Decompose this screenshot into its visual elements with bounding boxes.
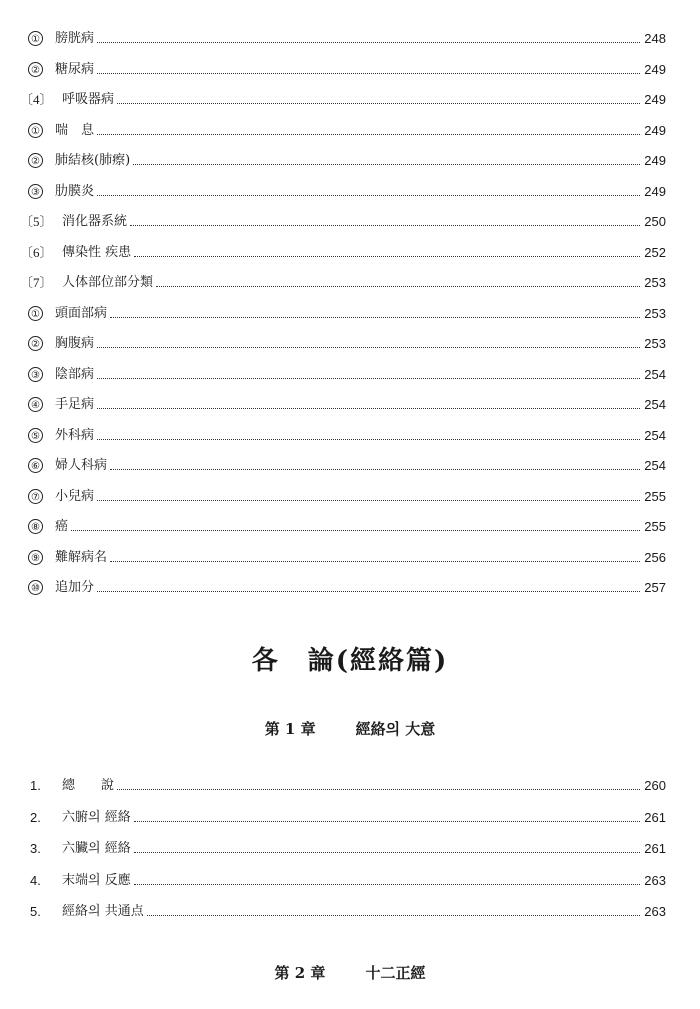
toc-entry-page: 249 (640, 59, 666, 81)
toc-entry (0, 333, 700, 355)
toc-entry-title: 糖尿病 (55, 59, 97, 81)
toc-entry-title: 肋膜炎 (55, 181, 97, 203)
toc-entry (0, 150, 700, 172)
dot-leader (97, 570, 640, 592)
toc-entry-title: 胸腹病 (55, 333, 97, 355)
chapter-title: 經絡의 大意 (355, 720, 436, 738)
toc-entry-marker: 〔7〕 (20, 275, 53, 290)
toc-entry-title: 總 說 (62, 775, 117, 797)
toc-entry-page: 252 (640, 242, 666, 264)
toc-entry-title: 手足病 (55, 394, 97, 416)
dot-leader (97, 418, 640, 440)
toc-entry-page: 249 (640, 150, 666, 172)
toc-entry (0, 364, 700, 386)
toc-entry-title: 六腑의 經絡 (62, 807, 134, 829)
toc-entry-title: 膀胱病 (55, 28, 97, 50)
toc-entry-marker: ① (28, 31, 43, 46)
toc-entry-page: 261 (640, 838, 666, 860)
toc-entry-title: 婦人科病 (55, 455, 110, 477)
toc-entry (0, 455, 700, 477)
dot-leader (97, 113, 640, 135)
toc-entry (0, 577, 700, 599)
chapter-title: 十二正經 (365, 964, 426, 982)
dot-leader (110, 540, 640, 562)
dot-leader (156, 265, 640, 287)
toc-entry-marker: 〔6〕 (20, 244, 53, 260)
toc-entry-marker: 3. (30, 841, 41, 856)
toc-entry-page: 254 (640, 425, 666, 447)
toc-entry-marker: ⑤ (28, 428, 43, 443)
dot-leader (110, 296, 640, 318)
toc-entry-page: 255 (640, 516, 666, 538)
toc-entry-page: 253 (640, 333, 666, 355)
toc-entry-marker: ⑦ (28, 489, 43, 504)
toc-entry-marker: ② (28, 153, 43, 168)
toc-entry-page: 261 (640, 807, 666, 829)
toc-entry-marker: ⑩ (28, 580, 43, 595)
dot-leader (97, 479, 640, 501)
toc-entry-title: 六臟의 經絡 (62, 838, 134, 860)
toc-entry-page: 249 (640, 120, 666, 142)
toc-entry-title: 小兒病 (55, 486, 97, 508)
toc-entry-title: 傳染性 疾患 (62, 242, 134, 264)
toc-entry-page: 257 (640, 577, 666, 599)
toc-entry-marker: ② (28, 336, 43, 351)
toc-entry-marker: ① (28, 123, 43, 138)
dot-leader (97, 387, 640, 409)
toc-entry-title: 癌 (55, 516, 71, 538)
dot-leader (133, 143, 640, 165)
toc-entry-title: 人体部位部分類 (62, 272, 156, 294)
toc-entry (0, 394, 700, 416)
toc-entry (0, 870, 700, 892)
chapter-1-heading (0, 718, 700, 739)
toc-entry-page: 255 (640, 486, 666, 508)
toc-entry-marker: 5. (30, 904, 41, 919)
toc-entry-title: 陰部病 (55, 364, 97, 386)
dot-leader (97, 21, 640, 43)
dot-leader (97, 174, 640, 196)
toc-entry-title: 頭面部病 (55, 303, 110, 325)
dot-leader (117, 82, 640, 104)
toc-entry (0, 486, 700, 508)
toc-entry-marker: ③ (28, 184, 43, 199)
dot-leader (110, 448, 640, 470)
toc-entry (0, 425, 700, 447)
toc-entry-marker: ② (28, 62, 43, 77)
dot-leader (97, 52, 640, 74)
toc-entry-title: 呼吸器病 (62, 89, 117, 111)
toc-entry (0, 242, 700, 264)
dot-leader (117, 768, 640, 790)
toc-entry-marker: ⑨ (28, 550, 43, 565)
dot-leader (130, 204, 640, 226)
toc-entry (0, 89, 700, 111)
toc-entry-page: 249 (640, 181, 666, 203)
toc-entry (0, 120, 700, 142)
toc-entry-page: 250 (640, 211, 666, 233)
toc-entry-marker: 4. (30, 872, 41, 888)
toc-entry (0, 547, 700, 569)
toc-entry-title: 消化器系統 (62, 211, 130, 233)
toc-entry-marker: 2. (30, 809, 41, 825)
dot-leader (71, 509, 640, 531)
toc-entry (0, 59, 700, 81)
chapter-2-heading (0, 962, 700, 983)
toc-entry (0, 901, 700, 923)
chapter-number: 第 1 章 (264, 720, 316, 738)
dot-leader (134, 235, 640, 257)
toc-entry (0, 838, 700, 860)
dot-leader (97, 357, 640, 379)
toc-entry-title: 難解病名 (55, 547, 110, 569)
toc-entry-marker: 〔4〕 (20, 92, 53, 107)
toc-entry (0, 28, 700, 50)
dot-leader (134, 800, 640, 822)
toc-entry-page: 256 (640, 547, 666, 569)
toc-entry-marker: 〔5〕 (20, 214, 53, 229)
dot-leader (147, 894, 640, 916)
toc-entry-title: 經絡의 共通点 (62, 901, 147, 923)
dot-leader (134, 863, 640, 885)
dot-leader (134, 831, 640, 853)
toc-entry-title: 喘 息 (55, 120, 97, 142)
toc-entry-marker: ③ (28, 367, 43, 382)
toc-entry (0, 211, 700, 233)
toc-entry-marker: ⑥ (28, 458, 43, 473)
toc-entry-page: 254 (640, 455, 666, 477)
part-heading: 各 論(經絡篇) (251, 646, 449, 676)
toc-entry-marker: 1. (30, 778, 41, 793)
toc-entry-page: 248 (640, 28, 666, 50)
toc-entry-title: 外科病 (55, 425, 97, 447)
toc-entry (0, 516, 700, 538)
toc-entry (0, 303, 700, 325)
toc-entry (0, 272, 700, 294)
toc-entry-page: 260 (640, 775, 666, 797)
chapter-number: 第 2 章 (274, 964, 326, 982)
toc-entry-page: 263 (640, 901, 666, 923)
toc-entry (0, 775, 700, 797)
toc-entry-marker: ① (28, 306, 43, 321)
toc-entry-page: 254 (640, 364, 666, 386)
toc-entry-page: 253 (640, 272, 666, 294)
toc-entry-title: 末端의 反應 (62, 870, 134, 892)
toc-entry-title: 肺結核(肺瘵) (55, 150, 133, 172)
toc-entry-page: 263 (640, 870, 666, 892)
toc-entry (0, 181, 700, 203)
toc-entry-marker: ⑧ (28, 519, 43, 534)
toc-entry (0, 807, 700, 829)
toc-entry-title: 追加分 (55, 577, 97, 599)
toc-entry-page: 253 (640, 303, 666, 325)
dot-leader (97, 326, 640, 348)
toc-entry-page: 249 (640, 89, 666, 111)
toc-entry-page: 254 (640, 394, 666, 416)
toc-entry-marker: ④ (28, 397, 43, 412)
